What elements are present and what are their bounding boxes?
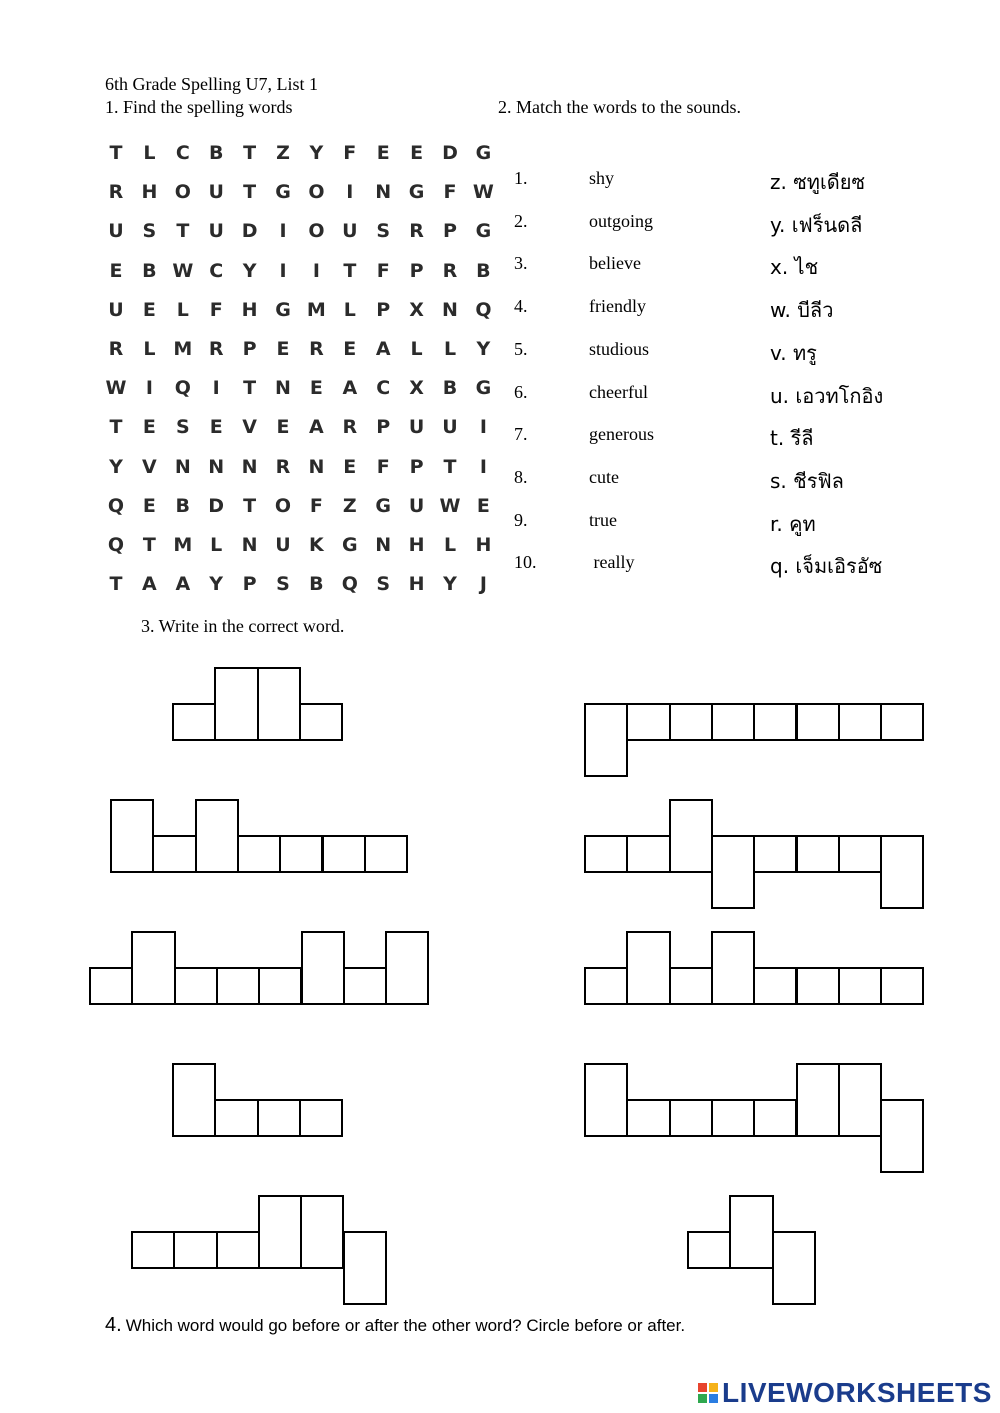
grid-letter: U [108,220,124,243]
grid-letter: Z [276,142,290,164]
match-sound: u. เอวทโกอิง [770,383,884,408]
grid-letter: T [109,142,123,164]
letter-box[interactable] [796,1063,840,1137]
letter-box[interactable] [257,667,301,741]
grid-letter: W [472,181,494,204]
letter-box[interactable] [880,967,924,1005]
letter-box[interactable] [257,1099,301,1137]
letter-box[interactable] [687,1231,731,1269]
grid-letter: S [175,416,190,439]
letter-box[interactable] [258,967,302,1005]
grid-letter: N [208,455,225,478]
grid-letter: U [208,220,224,243]
grid-letter: T [243,142,257,164]
match-number: 8. [514,466,528,487]
grid-letter: T [243,181,257,204]
match-number: 3. [514,253,528,274]
grid-letter: F [443,181,457,204]
match-sound: x. ไช [770,255,819,280]
grid-letter: E [142,494,156,517]
grid-letter: T [243,494,257,517]
section-4-number: 4. [105,1314,122,1336]
letter-box[interactable] [753,967,797,1005]
match-sound: s. ชีรฟิล [770,468,844,493]
grid-letter: Y [242,259,257,282]
letter-box[interactable] [711,703,755,741]
letter-box[interactable] [838,703,882,741]
grid-letter: Y [309,142,324,164]
grid-letter: Z [342,494,357,517]
grid-letter: V [242,416,257,439]
grid-letter: K [309,534,324,556]
letter-box[interactable] [584,967,628,1005]
letter-box[interactable] [131,931,175,1005]
grid-letter: S [376,573,391,596]
grid-letter: L [143,338,156,360]
grid-letter: L [143,142,156,164]
grid-letter: O [174,181,191,204]
grid-letter: N [241,534,258,556]
grid-letter: U [342,220,358,243]
grid-letter: J [479,573,487,596]
match-number: 5. [514,338,528,359]
letter-box[interactable] [174,967,218,1005]
grid-letter: N [442,298,458,321]
letter-box[interactable] [214,667,258,741]
letter-box[interactable] [258,1195,302,1269]
liveworksheets-logo [698,1378,992,1408]
grid-letter: I [212,377,220,400]
section-2-heading: 2. Match the words to the sounds. [498,97,741,117]
match-number: 9. [514,509,528,530]
match-sound: t. รีลี [770,426,814,451]
letter-box[interactable] [216,967,260,1005]
grid-letter: Y [109,455,123,478]
letter-box[interactable] [322,835,366,873]
grid-letter: P [409,259,424,282]
letter-box[interactable] [753,703,797,741]
grid-letter: H [408,534,425,556]
grid-letter: I [346,181,354,204]
match-word: cute [589,466,619,487]
grid-letter: V [142,455,157,478]
grid-letter: U [108,298,124,321]
letter-box[interactable] [172,1063,216,1137]
grid-letter: E [209,416,223,439]
grid-letter: M [306,298,326,321]
grid-letter: E [142,416,156,439]
letter-box[interactable] [796,703,840,741]
grid-letter: E [276,338,290,360]
letter-box[interactable] [173,1231,217,1269]
section-3-heading: 3. Write in the correct word. [141,616,345,636]
grid-letter: C [209,259,224,282]
letter-box[interactable] [172,703,216,741]
section-4-text: Which word would go before or after the other word? Circle before or after. [125,1316,686,1335]
grid-letter: L [443,534,457,556]
grid-letter: E [410,142,424,164]
grid-letter: N [275,377,291,400]
grid-letter: P [443,220,457,243]
letter-box[interactable] [838,835,882,873]
grid-letter: P [242,573,257,596]
grid-letter: I [279,259,287,282]
grid-letter: G [475,142,492,164]
grid-letter: H [408,573,425,596]
grid-letter: N [375,181,392,204]
grid-letter: R [208,338,224,360]
letter-box[interactable] [299,1099,343,1137]
letter-box[interactable] [669,1099,713,1137]
grid-letter: G [375,494,391,517]
grid-letter: R [108,338,124,360]
grid-letter: Q [107,534,125,556]
letter-box[interactable] [584,703,628,777]
grid-letter: A [309,416,324,439]
letter-box[interactable] [729,1195,773,1269]
grid-letter: E [343,338,357,360]
grid-letter: M [173,338,193,360]
grid-letter: L [410,338,423,360]
grid-letter: W [439,494,461,517]
section-1-heading: 1. Find the spelling words [105,97,293,117]
grid-letter: R [275,455,291,478]
grid-letter: T [142,534,156,556]
grid-letter: Q [475,298,492,321]
grid-letter: I [145,377,153,400]
letter-box[interactable] [711,835,755,909]
grid-letter: F [376,455,390,478]
grid-letter: G [408,181,425,204]
grid-letter: D [241,220,258,243]
letter-box[interactable] [584,835,628,873]
grid-letter: C [376,377,391,400]
letter-box[interactable] [216,1231,260,1269]
grid-letter: D [442,142,458,164]
grid-letter: A [175,573,191,596]
grid-letter: A [342,377,358,400]
match-sound: z. ซทูเดียซ [770,170,866,194]
letter-box[interactable] [669,799,713,873]
letter-box[interactable] [237,835,281,873]
letter-box[interactable] [838,1063,882,1137]
grid-letter: I [479,416,487,439]
match-number: 1. [514,168,528,188]
grid-letter: L [176,298,189,321]
letter-box[interactable] [711,931,755,1005]
worksheet-title: 6th Grade Spelling U7, List 1 [105,74,318,94]
grid-letter: L [343,298,356,321]
letter-box[interactable] [626,931,670,1005]
letter-box[interactable] [753,835,797,873]
grid-letter: Q [341,573,358,596]
grid-letter: X [409,298,424,321]
grid-letter: S [376,220,391,243]
match-word: outgoing [589,210,654,231]
grid-letter: B [476,259,491,282]
grid-letter: B [309,573,324,596]
letter-box[interactable] [796,967,840,1005]
letter-box[interactable] [711,1099,755,1137]
match-sound: w. บีลีว [770,298,834,323]
grid-letter: Y [443,573,457,596]
letter-box[interactable] [753,1099,797,1137]
grid-letter: R [108,181,124,204]
grid-letter: A [142,573,157,596]
grid-letter: C [175,142,190,164]
grid-letter: S [142,220,157,243]
grid-letter: M [173,534,193,556]
grid-letter: T [109,573,123,596]
grid-letter: O [308,181,325,204]
letter-box[interactable] [343,967,387,1005]
grid-letter: U [442,416,458,439]
match-number: 10. [514,552,537,573]
grid-letter: U [408,494,425,517]
letter-box[interactable] [880,835,924,909]
grid-letter: N [375,534,392,556]
grid-letter: H [241,298,258,321]
grid-letter: U [208,181,224,204]
grid-letter: O [308,220,325,243]
grid-letter: G [275,298,291,321]
letter-box[interactable] [584,1063,628,1137]
grid-letter: F [376,259,390,282]
grid-letter: Y [476,338,491,360]
match-number: 6. [514,381,528,402]
grid-letter: D [208,494,225,517]
grid-letter: P [376,416,391,439]
grid-letter: I [279,220,287,243]
match-word: true [589,509,617,530]
grid-letter: E [476,494,490,517]
grid-letter: I [479,455,487,478]
letter-box[interactable] [880,703,924,741]
letter-box[interactable] [626,835,670,873]
grid-letter: B [442,377,458,400]
match-sound: v. ทรู [770,340,817,365]
letter-box[interactable] [300,1195,344,1269]
match-sound: y. เฟร็นดลี [770,212,863,237]
letter-box[interactable] [669,703,713,741]
grid-letter: U [275,534,291,556]
grid-letter: T [343,259,357,282]
grid-letter: E [142,298,156,321]
grid-letter: Q [174,377,191,400]
grid-letter: G [475,377,492,400]
grid-letter: N [308,455,325,478]
grid-letter: W [172,259,194,282]
grid-letter: G [475,220,492,243]
grid-letter: B [175,494,191,517]
letter-box[interactable] [195,799,239,873]
match-sound: r. คูท [770,511,816,536]
match-word: cheerful [589,381,648,402]
grid-letter: H [475,534,492,556]
letter-box[interactable] [772,1231,816,1305]
letter-box[interactable] [796,835,840,873]
grid-letter: E [109,259,123,282]
match-word: shy [589,168,615,188]
grid-letter: L [443,338,457,360]
letter-box[interactable] [89,967,133,1005]
match-word: believe [589,253,641,274]
grid-letter: T [443,455,457,478]
section-4-heading [105,1314,685,1337]
grid-letter: I [312,259,320,282]
match-number: 4. [514,296,528,317]
grid-letter: R [342,416,358,439]
grid-letter: R [409,220,424,243]
grid-letter: G [275,181,291,204]
match-word: friendly [589,296,646,317]
letter-box[interactable] [838,967,882,1005]
grid-letter: Q [107,494,125,517]
letter-box[interactable] [214,1099,258,1137]
grid-letter: F [209,298,223,321]
grid-letter: F [343,142,357,164]
grid-letter: T [243,377,257,400]
grid-letter: N [174,455,191,478]
grid-letter: E [343,455,357,478]
grid-letter: X [409,377,424,400]
letter-box[interactable] [385,931,429,1005]
grid-letter: U [408,416,425,439]
logo-mark-icon [698,1383,718,1403]
grid-letter: T [176,220,190,243]
grid-letter: R [309,338,324,360]
grid-letter: Y [209,573,224,596]
letter-box[interactable] [152,835,196,873]
match-number: 7. [514,424,528,445]
letter-box[interactable] [343,1231,387,1305]
grid-letter: P [242,338,257,360]
match-word: studious [589,338,650,359]
grid-letter: E [309,377,323,400]
letter-box[interactable] [880,1099,924,1173]
letter-box[interactable] [299,703,343,741]
letter-box[interactable] [364,835,408,873]
grid-letter: W [105,377,127,400]
letter-box[interactable] [110,799,154,873]
grid-letter: H [141,181,158,204]
match-sound: q. เจ็มเอิรอัซ [770,554,883,579]
grid-letter: S [276,573,290,596]
match-number: 2. [514,210,528,231]
grid-letter: R [442,259,458,282]
grid-letter: G [341,534,358,556]
letter-box[interactable] [279,835,323,873]
grid-letter: E [376,142,390,164]
match-word: really [589,552,635,573]
grid-letter: T [109,416,123,439]
grid-letter: E [276,416,290,439]
grid-letter: B [142,259,157,282]
grid-letter: P [376,298,391,321]
letter-box[interactable] [131,1231,175,1269]
grid-letter: B [208,142,224,164]
letter-box[interactable] [626,1099,670,1137]
letter-box[interactable] [626,703,670,741]
letter-box[interactable] [669,967,713,1005]
grid-letter: F [309,494,323,517]
logo-text: LIVEWORKSHEETS [722,1377,992,1408]
grid-letter: P [409,455,424,478]
grid-letter: L [210,534,223,556]
grid-letter: A [375,338,391,360]
grid-letter: N [241,455,258,478]
letter-box[interactable] [301,931,345,1005]
grid-letter: O [274,494,292,517]
match-word: generous [589,424,654,445]
